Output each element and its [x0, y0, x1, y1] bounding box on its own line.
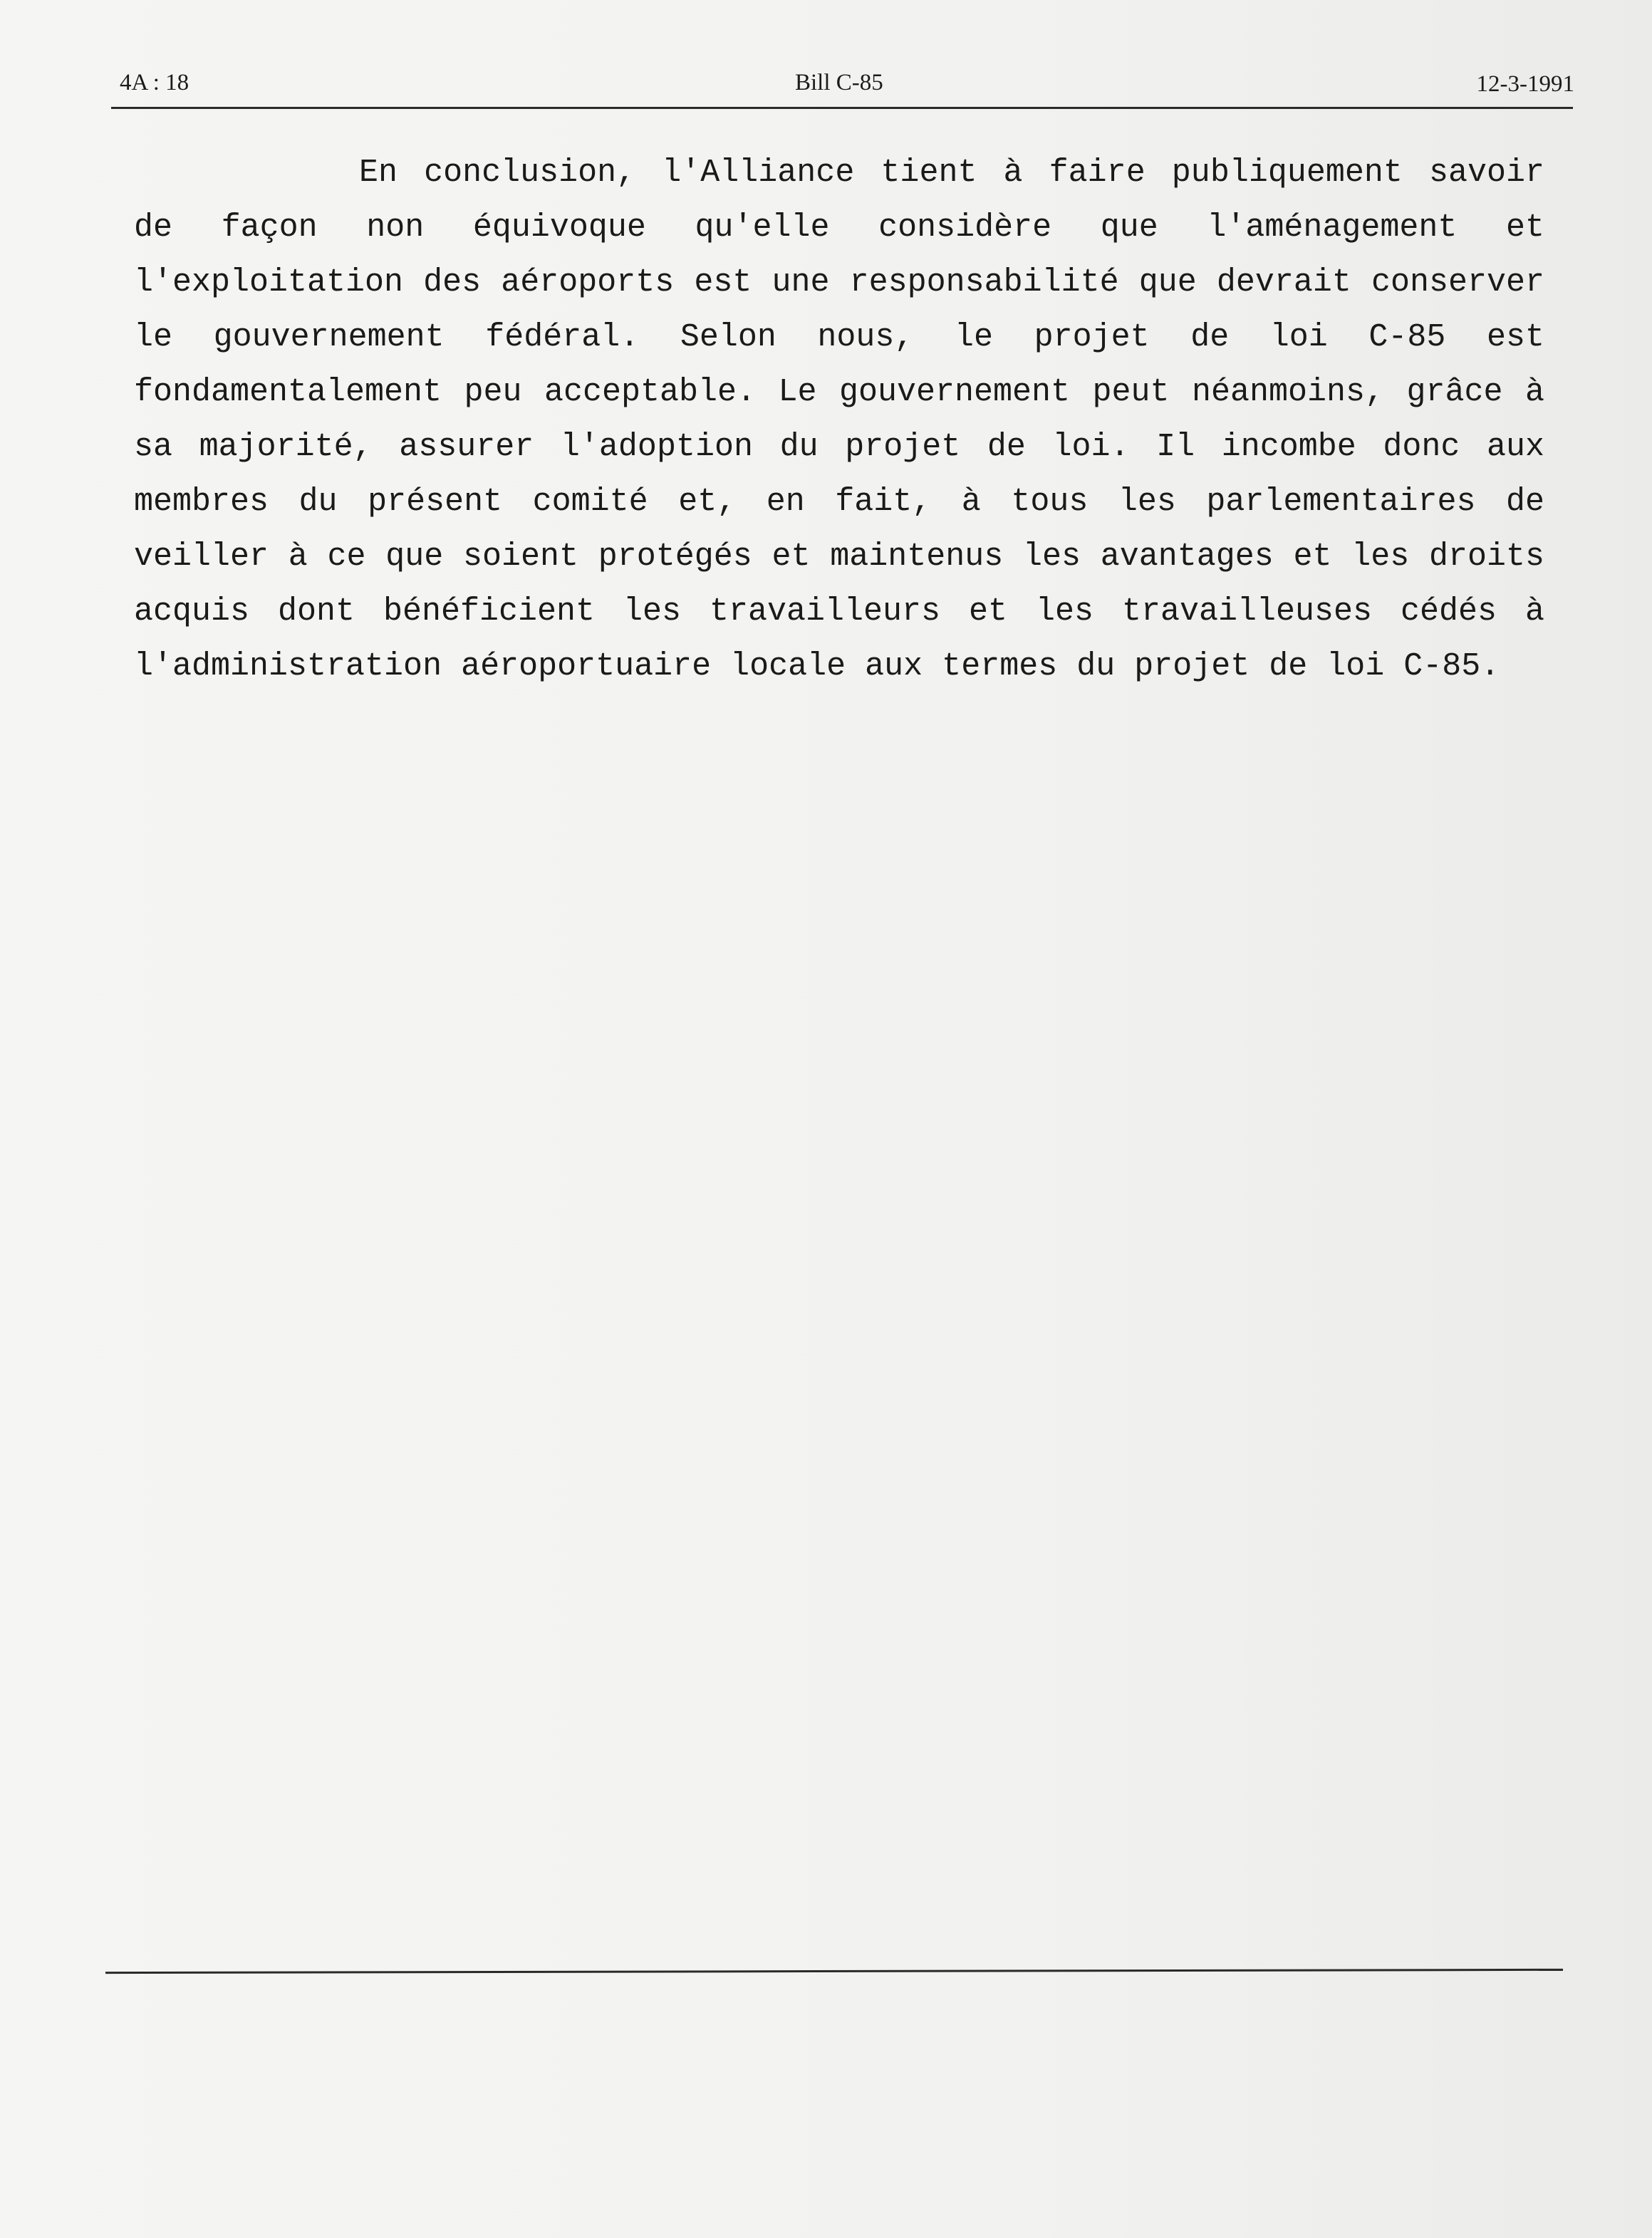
page-reference: 4A : 18	[120, 70, 189, 95]
bill-title: Bill C-85	[795, 70, 883, 95]
page-header	[120, 63, 1574, 105]
body-text	[134, 145, 1544, 694]
footer-rule	[105, 1969, 1563, 1974]
header-date: 12-3-1991	[1476, 71, 1574, 97]
conclusion-paragraph: En conclusion, l'Alliance tient à faire publiquement savoir de façon non équivoque qu'elle considère que l'aménagement et l'exploitation des aéroports est une responsabilité que devrait conserver le gouvernement fédéral. Selon nous, le projet de loi C-85 est fondamentalement peu acceptable. Le gouvernement peut néanmoins, grâce à sa majorité, assurer l'adoption du projet de loi. Il incombe donc aux membres du présent comité et, en fait, à tous les parlementaires de veiller à ce que soient protégés et maintenus les avantages et les droits acquis dont bénéficient les travailleurs et les travailleuses cédés à l'administration aéroportuaire locale aux termes du projet de loi C-85.	[134, 155, 1544, 685]
header-rule	[111, 107, 1573, 109]
